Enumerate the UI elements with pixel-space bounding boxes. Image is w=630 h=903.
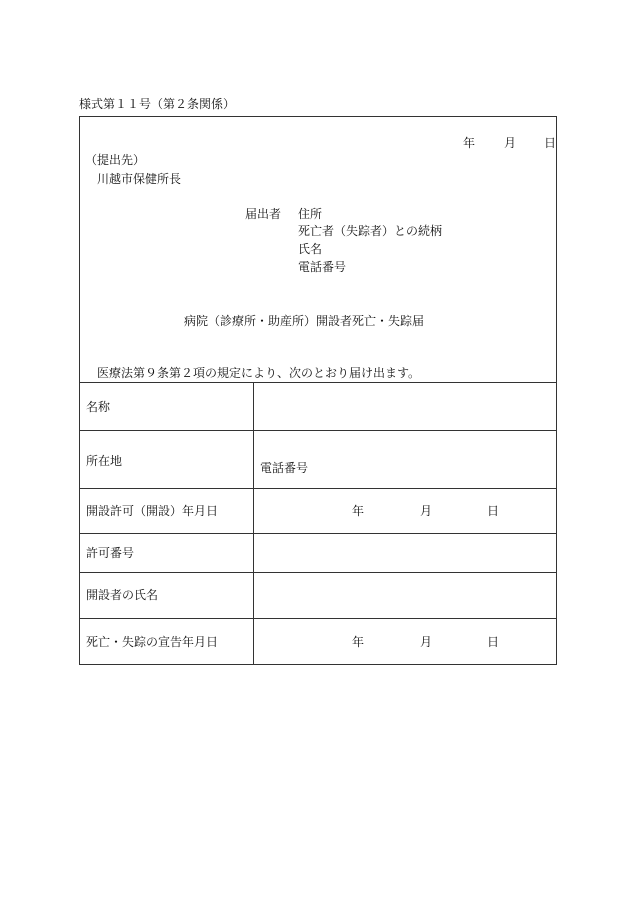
- permit-year-label: 年: [352, 504, 365, 518]
- form-number: 様式第１１号（第２条関係）: [79, 97, 236, 111]
- row-divider: [79, 488, 557, 489]
- date-month-label: 月: [504, 136, 517, 150]
- label-founder-name: 開設者の氏名: [86, 588, 159, 602]
- row-divider: [79, 430, 557, 431]
- label-death-date: 死亡・失踪の宣告年月日: [86, 635, 219, 649]
- label-permit-date: 開設許可（開設）年月日: [86, 504, 219, 518]
- notifier-phone-label: 電話番号: [298, 260, 347, 274]
- column-divider: [253, 382, 254, 665]
- permit-month-label: 月: [420, 504, 433, 518]
- location-phone-label: 電話番号: [260, 461, 309, 475]
- notifier-heading: 届出者: [245, 207, 282, 221]
- label-location: 所在地: [86, 454, 123, 468]
- label-name: 名称: [86, 400, 111, 414]
- death-year-label: 年: [352, 635, 365, 649]
- notifier-relationship-label: 死亡者（失踪者）との続柄: [298, 224, 443, 238]
- death-day-label: 日: [487, 635, 500, 649]
- row-divider: [79, 618, 557, 619]
- label-permit-number: 許可番号: [86, 546, 135, 560]
- row-divider: [79, 572, 557, 573]
- table-top-border: [79, 382, 557, 383]
- date-day-label: 日: [544, 136, 557, 150]
- row-divider: [79, 533, 557, 534]
- intro-text: 医療法第９条第２項の規定により、次のとおり届け出ます。: [97, 366, 421, 380]
- document-title: 病院（診療所・助産所）開設者死亡・失踪届: [184, 314, 425, 328]
- notifier-address-label: 住所: [298, 207, 323, 221]
- form-frame: [79, 116, 557, 665]
- date-year-label: 年: [463, 136, 476, 150]
- permit-day-label: 日: [487, 504, 500, 518]
- recipient-heading: （提出先）: [85, 153, 146, 167]
- recipient-name: 川越市保健所長: [97, 172, 182, 186]
- death-month-label: 月: [420, 635, 433, 649]
- notifier-name-label: 氏名: [298, 242, 323, 256]
